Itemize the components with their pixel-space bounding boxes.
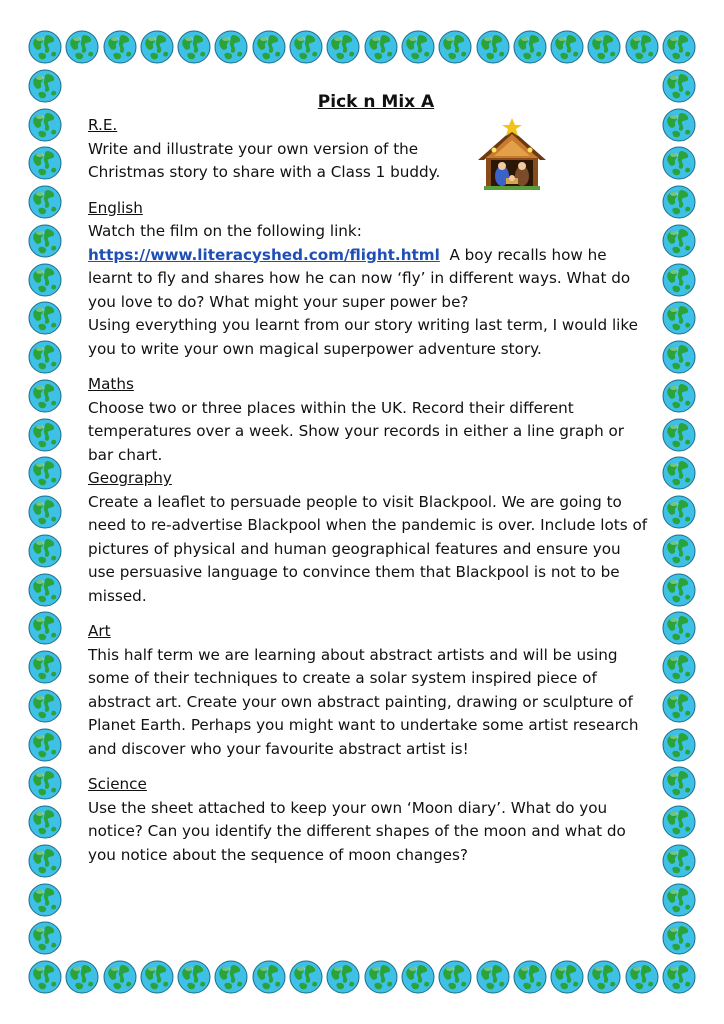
earth-globe-icon <box>662 379 696 413</box>
earth-globe-icon <box>662 185 696 219</box>
science-heading: Science <box>88 775 147 793</box>
earth-globe-icon <box>550 960 584 994</box>
earth-globe-icon <box>662 805 696 839</box>
english-intro: Watch the film on the following link: <box>88 222 362 240</box>
earth-globe-icon <box>662 224 696 258</box>
earth-globe-icon <box>252 30 286 64</box>
earth-globe-icon <box>662 611 696 645</box>
earth-globe-icon <box>28 263 62 297</box>
earth-globe-icon <box>28 534 62 568</box>
earth-globe-icon <box>103 30 137 64</box>
page-content <box>88 90 648 867</box>
art-text: This half term we are learning about abstract artists and will be using some of their techniques to create a solar system inspired piece of abstract art. Create your own abstract painting, drawing or sculpture of Planet Earth. Perhaps you might want to undertake some artist research and discover who your favourite abstract artist is! <box>88 645 639 758</box>
earth-globe-icon <box>662 844 696 878</box>
earth-globe-icon <box>401 30 435 64</box>
earth-globe-icon <box>438 960 472 994</box>
earth-globe-icon <box>662 495 696 529</box>
earth-globe-icon <box>662 960 696 994</box>
earth-globe-icon <box>65 30 99 64</box>
earth-globe-icon <box>662 766 696 800</box>
art-section <box>88 620 648 761</box>
earth-globe-icon <box>662 573 696 607</box>
earth-globe-icon <box>28 456 62 490</box>
earth-globe-icon <box>662 340 696 374</box>
earth-globe-icon <box>28 224 62 258</box>
earth-globe-icon <box>326 30 360 64</box>
earth-globe-icon <box>28 650 62 684</box>
earth-globe-icon <box>550 30 584 64</box>
earth-globe-icon <box>28 844 62 878</box>
earth-globe-icon <box>662 418 696 452</box>
earth-globe-icon <box>177 30 211 64</box>
earth-globe-icon <box>28 921 62 955</box>
english-heading: English <box>88 198 143 217</box>
earth-globe-icon <box>476 30 510 64</box>
geography-heading: Geography <box>88 469 172 487</box>
maths-section <box>88 373 648 467</box>
geography-section <box>88 467 648 608</box>
earth-globe-icon <box>140 30 174 64</box>
earth-globe-icon <box>662 146 696 180</box>
earth-globe-icon <box>401 960 435 994</box>
earth-globe-icon <box>103 960 137 994</box>
earth-globe-icon <box>28 883 62 917</box>
earth-globe-icon <box>28 418 62 452</box>
earth-globe-icon <box>214 960 248 994</box>
earth-globe-icon <box>28 728 62 762</box>
earth-globe-icon <box>662 263 696 297</box>
earth-globe-icon <box>289 960 323 994</box>
earth-globe-icon <box>513 30 547 64</box>
earth-globe-icon <box>289 30 323 64</box>
earth-globe-icon <box>177 960 211 994</box>
earth-globe-icon <box>662 69 696 103</box>
earth-globe-icon <box>28 30 62 64</box>
earth-globe-icon <box>662 30 696 64</box>
earth-globe-icon <box>364 960 398 994</box>
earth-globe-icon <box>28 766 62 800</box>
art-heading: Art <box>88 622 111 640</box>
earth-globe-icon <box>364 30 398 64</box>
page-title: Pick n Mix A <box>317 92 435 112</box>
earth-globe-icon <box>28 108 62 142</box>
english-section <box>88 197 648 362</box>
earth-globe-icon <box>625 960 659 994</box>
earth-globe-icon <box>28 146 62 180</box>
english-text: A boy recalls how he learnt to fly and shares how he can now ‘fly’ in different ways. What do you love to do? What might your super power be? <box>88 245 631 311</box>
earth-globe-icon <box>662 728 696 762</box>
earth-globe-icon <box>28 379 62 413</box>
earth-globe-icon <box>28 573 62 607</box>
earth-globe-icon <box>438 30 472 64</box>
earth-globe-icon <box>140 960 174 994</box>
earth-globe-icon <box>65 960 99 994</box>
earth-globe-icon <box>662 456 696 490</box>
earth-globe-icon <box>476 960 510 994</box>
earth-globe-icon <box>587 960 621 994</box>
earth-globe-icon <box>214 30 248 64</box>
re-section <box>88 114 648 185</box>
earth-globe-icon <box>28 301 62 335</box>
earth-globe-icon <box>28 495 62 529</box>
earth-globe-icon <box>662 689 696 723</box>
re-heading: R.E. <box>88 116 118 134</box>
earth-globe-icon <box>587 30 621 64</box>
earth-globe-icon <box>28 805 62 839</box>
science-text: Use the sheet attached to keep your own ‘Moon diary’. What do you notice? Can you identify the different shapes of the moon and what do you notice about the sequence of moon changes? <box>88 798 626 864</box>
maths-text: Choose two or three places within the UK. Record their different temperatures over a week. Show your records in either a line graph or bar chart. <box>88 398 625 464</box>
flight-film-link[interactable]: https://www.literacyshed.com/flight.html <box>88 245 440 264</box>
maths-heading: Maths <box>88 375 134 393</box>
geography-text: Create a leaflet to persuade people to visit Blackpool. We are going to need to re-advertise Blackpool when the pandemic is over. Include lots of pictures of physical and human geographical features and ensure you use persuasive language to convince them that Blackpool is not to be missed. <box>88 492 648 605</box>
earth-globe-icon <box>28 185 62 219</box>
earth-globe-icon <box>28 69 62 103</box>
earth-globe-icon <box>662 650 696 684</box>
earth-globe-icon <box>28 689 62 723</box>
earth-globe-icon <box>28 611 62 645</box>
earth-globe-icon <box>625 30 659 64</box>
earth-globe-icon <box>662 883 696 917</box>
earth-globe-icon <box>662 921 696 955</box>
earth-globe-icon <box>662 108 696 142</box>
earth-globe-icon <box>28 960 62 994</box>
science-section <box>88 773 648 867</box>
english-body <box>88 244 648 315</box>
english-text-2: Using everything you learnt from our story writing last term, I would like you to write your own magical superpower adventure story. <box>88 316 638 358</box>
earth-globe-icon <box>662 534 696 568</box>
re-text: Write and illustrate your own version of the Christmas story to share with a Class 1 buddy. <box>88 139 441 181</box>
earth-globe-icon <box>326 960 360 994</box>
earth-globe-icon <box>662 301 696 335</box>
earth-globe-icon <box>28 340 62 374</box>
earth-globe-icon <box>252 960 286 994</box>
earth-globe-icon <box>513 960 547 994</box>
